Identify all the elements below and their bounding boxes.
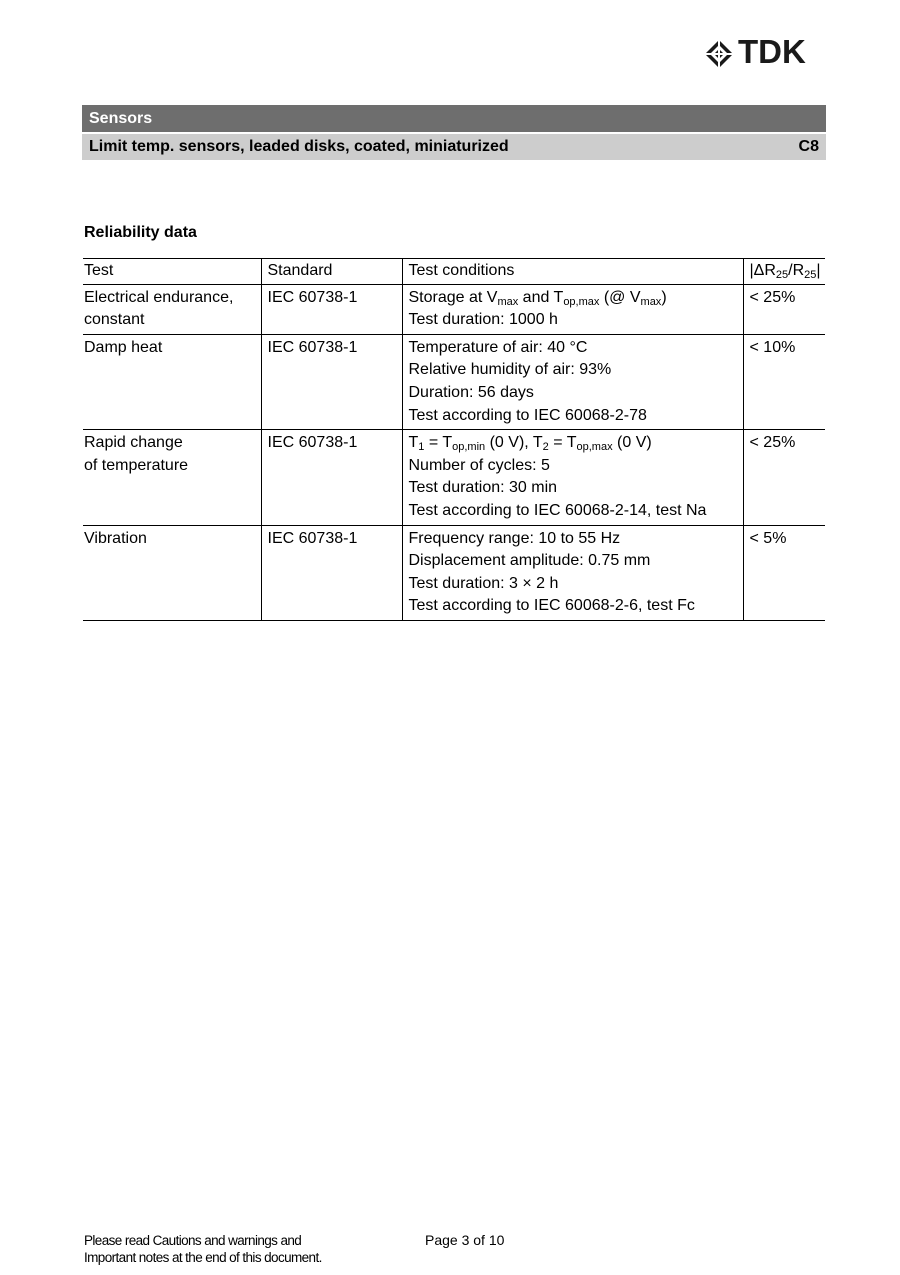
test-result: < 5%	[743, 525, 825, 620]
product-code: C8	[798, 138, 819, 155]
section-title: Reliability data	[84, 224, 197, 241]
reliability-table	[83, 258, 825, 621]
test-standard: IEC 60738-1	[261, 334, 402, 429]
brand-name: TDK	[738, 33, 806, 70]
test-standard: IEC 60738-1	[261, 430, 402, 525]
footer-note-line: Important notes at the end of this document.	[84, 1250, 322, 1265]
table-row	[83, 334, 825, 429]
table-row	[83, 430, 825, 525]
header-test: Test	[83, 259, 261, 285]
test-name: Vibration	[83, 525, 261, 620]
test-result: < 10%	[743, 334, 825, 429]
header-delta-r: $|\Delta R_{25}/R_{25}|$	[743, 259, 825, 285]
test-conditions: Storage at $V_{max}$ and $T_{op,max}$ (@ $V_{max}$) Test duration: 1000 h	[402, 284, 743, 334]
header-standard: Standard	[261, 259, 402, 285]
product-line-title: Limit temp. sensors, leaded disks, coated, miniaturized	[89, 138, 509, 155]
test-result: < 25%	[743, 284, 825, 334]
test-name: Electrical endurance, constant	[83, 284, 261, 334]
test-result: < 25%	[743, 430, 825, 525]
product-header	[82, 134, 826, 160]
test-conditions: $T_1 = T_{op,min}$ (0 V), $T_2 = T_{op,max}$ (0 V) Number of cycles: 5 Test duration: 30 min Test according to IEC 60068-2-14, test Na	[402, 430, 743, 525]
test-name: Damp heat	[83, 334, 261, 429]
category-header	[82, 105, 826, 132]
table-header-row	[83, 259, 825, 285]
tdk-diamond-logo-icon	[704, 39, 734, 69]
table-row	[83, 525, 825, 620]
page-number: Page 3 of 10	[425, 1232, 505, 1248]
test-standard: IEC 60738-1	[261, 284, 402, 334]
test-name: Rapid change of temperature	[83, 430, 261, 525]
header-conditions: Test conditions	[402, 259, 743, 285]
category-title: Sensors	[89, 110, 153, 127]
footer-note-line: Please read Cautions and warnings and	[84, 1233, 302, 1248]
table-row	[83, 284, 825, 334]
tdk-logo	[704, 33, 828, 70]
test-standard: IEC 60738-1	[261, 525, 402, 620]
test-conditions: Temperature of air: 40 °C Relative humidity of air: 93% Duration: 56 days Test according to IEC 60068-2-78	[402, 334, 743, 429]
test-conditions: Frequency range: 10 to 55 Hz Displacement amplitude: 0.75 mm Test duration: 3 × 2 h Test according to IEC 60068-2-6, test Fc	[402, 525, 743, 620]
footer-note	[84, 1232, 322, 1266]
